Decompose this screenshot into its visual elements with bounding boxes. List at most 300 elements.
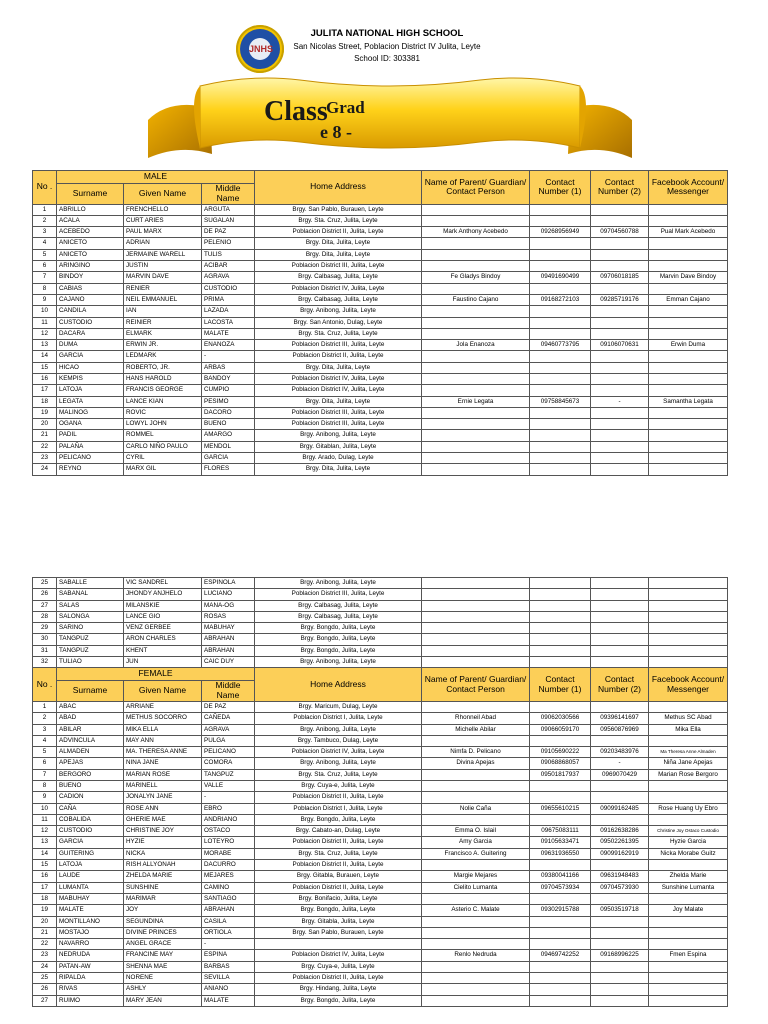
student-given-name: LANCE KIAN bbox=[124, 396, 202, 407]
contact-number-2 bbox=[591, 362, 649, 373]
student-middle-name: PELICANO bbox=[202, 747, 255, 758]
student-given-name: VENZ GERBEE bbox=[124, 623, 202, 634]
student-number: 24 bbox=[33, 464, 57, 475]
table-row bbox=[33, 780, 728, 791]
contact-number-1 bbox=[530, 419, 591, 430]
contact-number-1 bbox=[530, 578, 591, 589]
student-home-address: Poblacion District IV, Julita, Leyte bbox=[255, 950, 422, 961]
contact-number-1: 09491690499 bbox=[530, 272, 591, 283]
contact-number-1 bbox=[530, 306, 591, 317]
student-home-address: Poblacion District III, Julita, Leyte bbox=[255, 407, 422, 418]
student-surname: SABANAL bbox=[57, 589, 124, 600]
student-home-address: Brgy. Bongdo, Julita, Leyte bbox=[255, 623, 422, 634]
facebook-account bbox=[649, 984, 728, 995]
table-row bbox=[33, 430, 728, 441]
table-row bbox=[33, 340, 728, 351]
student-home-address: Poblacion District III, Julita, Leyte bbox=[255, 419, 422, 430]
student-home-address: Poblacion District II, Julita, Leyte bbox=[255, 792, 422, 803]
student-surname: PATAN-AW bbox=[57, 961, 124, 972]
student-middle-name: - bbox=[202, 351, 255, 362]
contact-number-1 bbox=[530, 645, 591, 656]
student-home-address: Brgy. Tambuco, Dulag, Leyte bbox=[255, 735, 422, 746]
table-row bbox=[33, 848, 728, 859]
student-surname: ABRILLO bbox=[57, 204, 124, 215]
table-row bbox=[33, 871, 728, 882]
student-middle-name: PELENIO bbox=[202, 238, 255, 249]
contact-number-2 bbox=[591, 328, 649, 339]
student-number: 9 bbox=[33, 294, 57, 305]
student-number: 23 bbox=[33, 950, 57, 961]
facebook-account bbox=[649, 735, 728, 746]
header-given-name: Given Name bbox=[124, 184, 202, 205]
facebook-account bbox=[649, 464, 728, 475]
facebook-account bbox=[649, 792, 728, 803]
student-number: 5 bbox=[33, 747, 57, 758]
parent-name: Ernie Legata bbox=[422, 396, 530, 407]
student-given-name: MARIAN ROSE bbox=[124, 769, 202, 780]
student-surname: CADION bbox=[57, 792, 124, 803]
student-middle-name: ARGUTA bbox=[202, 204, 255, 215]
student-surname: CANDILA bbox=[57, 306, 124, 317]
parent-name bbox=[422, 407, 530, 418]
student-surname: NAVARRO bbox=[57, 939, 124, 950]
student-home-address: Brgy. Dita, Julita, Leyte bbox=[255, 464, 422, 475]
student-given-name: HYZIE bbox=[124, 837, 202, 848]
contact-number-2: 09168996225 bbox=[591, 950, 649, 961]
banner-class-text: Class bbox=[264, 96, 328, 127]
student-given-name: SEGUNDINA bbox=[124, 916, 202, 927]
table-row bbox=[33, 860, 728, 871]
parent-name bbox=[422, 860, 530, 871]
student-middle-name: BARBAS bbox=[202, 961, 255, 972]
contact-number-1 bbox=[530, 939, 591, 950]
header-home-address: Home Address bbox=[255, 171, 422, 205]
facebook-account bbox=[649, 939, 728, 950]
facebook-account bbox=[649, 657, 728, 668]
table-row bbox=[33, 441, 728, 452]
student-number: 19 bbox=[33, 905, 57, 916]
student-home-address: Poblacion District IV, Julita, Leyte bbox=[255, 747, 422, 758]
parent-name: Emma O. Islail bbox=[422, 826, 530, 837]
student-surname: ANICETO bbox=[57, 249, 124, 260]
student-middle-name: ABRAHAN bbox=[202, 634, 255, 645]
student-home-address: Brgy. Calbasag, Julita, Leyte bbox=[255, 600, 422, 611]
facebook-account: Zhelda Marie bbox=[649, 871, 728, 882]
student-given-name: REINIER bbox=[124, 317, 202, 328]
table-row bbox=[33, 769, 728, 780]
student-surname: CUSTODIO bbox=[57, 826, 124, 837]
student-given-name: ARRIANE bbox=[124, 701, 202, 712]
student-home-address: Brgy. Bongdo, Julita, Leyte bbox=[255, 995, 422, 1006]
contact-number-2 bbox=[591, 792, 649, 803]
parent-name: Francisco A. Guitering bbox=[422, 848, 530, 859]
student-middle-name: AMARGO bbox=[202, 430, 255, 441]
facebook-account bbox=[649, 430, 728, 441]
contact-number-1 bbox=[530, 453, 591, 464]
student-home-address: Brgy. Gitabla, Burauen, Leyte bbox=[255, 871, 422, 882]
student-middle-name: VALLE bbox=[202, 780, 255, 791]
student-given-name: ROSE ANN bbox=[124, 803, 202, 814]
student-given-name: CYRIL bbox=[124, 453, 202, 464]
student-number: 20 bbox=[33, 916, 57, 927]
header-surname: Surname bbox=[57, 184, 124, 205]
student-number: 6 bbox=[33, 758, 57, 769]
student-home-address: Poblacion District II, Julita, Leyte bbox=[255, 837, 422, 848]
student-given-name: VIC SANDREL bbox=[124, 578, 202, 589]
contact-number-2: 09704560788 bbox=[591, 227, 649, 238]
student-middle-name: MABUHAY bbox=[202, 623, 255, 634]
parent-name bbox=[422, 589, 530, 600]
student-surname: MALATE bbox=[57, 905, 124, 916]
student-surname: TANGPUZ bbox=[57, 645, 124, 656]
student-given-name: SUNSHINE bbox=[124, 882, 202, 893]
student-middle-name: ABRAHAN bbox=[202, 905, 255, 916]
banner-grad-text: Grad bbox=[326, 98, 365, 117]
student-middle-name: BANDOY bbox=[202, 373, 255, 384]
contact-number-1: 09062030566 bbox=[530, 713, 591, 724]
contact-number-2 bbox=[591, 701, 649, 712]
student-number: 8 bbox=[33, 780, 57, 791]
contact-number-1 bbox=[530, 249, 591, 260]
student-home-address: Poblacion District IV, Julita, Leyte bbox=[255, 283, 422, 294]
parent-name bbox=[422, 995, 530, 1006]
parent-name bbox=[422, 317, 530, 328]
facebook-account bbox=[649, 995, 728, 1006]
table-row bbox=[33, 589, 728, 600]
student-home-address: Brgy. Maricum, Dulag, Leyte bbox=[255, 701, 422, 712]
student-given-name: MIKA ELLA bbox=[124, 724, 202, 735]
table-row bbox=[33, 837, 728, 848]
student-home-address: Brgy. Dita, Julita, Leyte bbox=[255, 362, 422, 373]
header-given-name: Given Name bbox=[124, 681, 202, 702]
header-parent: Name of Parent/ Guardian/ Contact Person bbox=[422, 668, 530, 702]
contact-number-2 bbox=[591, 407, 649, 418]
student-home-address: Brgy. Bongdo, Julita, Leyte bbox=[255, 905, 422, 916]
student-home-address: Brgy. Sta. Cruz, Julita, Leyte bbox=[255, 328, 422, 339]
student-middle-name: LUCIANO bbox=[202, 589, 255, 600]
contact-number-2: 09631948483 bbox=[591, 871, 649, 882]
contact-number-1: 09068868057 bbox=[530, 758, 591, 769]
table-row bbox=[33, 328, 728, 339]
student-home-address: Brgy. Anibong, Julita, Leyte bbox=[255, 758, 422, 769]
student-home-address: Brgy. Bongdo, Julita, Leyte bbox=[255, 814, 422, 825]
contact-number-1: 09631936550 bbox=[530, 848, 591, 859]
student-given-name: JHONDY ANJHELO bbox=[124, 589, 202, 600]
header-surname: Surname bbox=[57, 681, 124, 702]
table-row bbox=[33, 249, 728, 260]
student-given-name: MARVIN DAVE bbox=[124, 272, 202, 283]
parent-name bbox=[422, 362, 530, 373]
parent-name bbox=[422, 283, 530, 294]
parent-name: Jola Enanoza bbox=[422, 340, 530, 351]
contact-number-1 bbox=[530, 283, 591, 294]
facebook-account bbox=[649, 453, 728, 464]
table-row bbox=[33, 984, 728, 995]
contact-number-2 bbox=[591, 317, 649, 328]
parent-name: Margie Mejares bbox=[422, 871, 530, 882]
parent-name: Asterio C. Malate bbox=[422, 905, 530, 916]
student-given-name: GHERIE MAE bbox=[124, 814, 202, 825]
contact-number-1 bbox=[530, 261, 591, 272]
contact-number-1: 09655610215 bbox=[530, 803, 591, 814]
student-number: 9 bbox=[33, 792, 57, 803]
contact-number-1: 09469742252 bbox=[530, 950, 591, 961]
contact-number-2 bbox=[591, 249, 649, 260]
parent-name: Divina Apejas bbox=[422, 758, 530, 769]
student-home-address: Brgy. Bongdo, Julita, Leyte bbox=[255, 634, 422, 645]
contact-number-1: 09460773795 bbox=[530, 340, 591, 351]
student-middle-name: MALATE bbox=[202, 328, 255, 339]
student-given-name: JERMAINE WARELL bbox=[124, 249, 202, 260]
contact-number-2: 09560876969 bbox=[591, 724, 649, 735]
student-given-name: MAY ANN bbox=[124, 735, 202, 746]
student-number: 4 bbox=[33, 238, 57, 249]
contact-number-1 bbox=[530, 464, 591, 475]
student-number: 14 bbox=[33, 351, 57, 362]
parent-name: Amy Garcia bbox=[422, 837, 530, 848]
parent-name bbox=[422, 611, 530, 622]
student-surname: RUIMO bbox=[57, 995, 124, 1006]
facebook-account bbox=[649, 385, 728, 396]
parent-name bbox=[422, 385, 530, 396]
student-home-address: Brgy. Sta. Cruz, Julita, Leyte bbox=[255, 848, 422, 859]
header-contact-2: Contact Number (2) bbox=[591, 668, 649, 702]
table-row bbox=[33, 882, 728, 893]
parent-name bbox=[422, 623, 530, 634]
contact-number-2 bbox=[591, 735, 649, 746]
contact-number-2 bbox=[591, 927, 649, 938]
student-home-address: Brgy. Anibong, Julita, Leyte bbox=[255, 657, 422, 668]
parent-name: Faustino Cajano bbox=[422, 294, 530, 305]
student-surname: SALAS bbox=[57, 600, 124, 611]
parent-name: Rhonneil Abad bbox=[422, 713, 530, 724]
student-given-name: HANS HAROLD bbox=[124, 373, 202, 384]
contact-number-1 bbox=[530, 373, 591, 384]
table-row bbox=[33, 407, 728, 418]
facebook-account bbox=[649, 623, 728, 634]
student-home-address: Brgy. Gitabla, Julita, Leyte bbox=[255, 916, 422, 927]
contact-number-1: 09501817937 bbox=[530, 769, 591, 780]
facebook-account bbox=[649, 317, 728, 328]
facebook-account: Samantha Legata bbox=[649, 396, 728, 407]
table-row bbox=[33, 204, 728, 215]
contact-number-2: - bbox=[591, 396, 649, 407]
parent-name bbox=[422, 373, 530, 384]
student-home-address: Poblacion District IV, Julita, Leyte bbox=[255, 373, 422, 384]
contact-number-2 bbox=[591, 623, 649, 634]
student-number: 5 bbox=[33, 249, 57, 260]
student-number: 8 bbox=[33, 283, 57, 294]
table-row bbox=[33, 792, 728, 803]
parent-name bbox=[422, 735, 530, 746]
table-row bbox=[33, 916, 728, 927]
parent-name bbox=[422, 204, 530, 215]
parent-name bbox=[422, 261, 530, 272]
parent-name bbox=[422, 657, 530, 668]
contact-number-1 bbox=[530, 860, 591, 871]
female-table-header bbox=[33, 668, 728, 702]
student-number: 16 bbox=[33, 373, 57, 384]
student-middle-name: - bbox=[202, 939, 255, 950]
student-home-address: Brgy. Gitablan, Julita, Leyte bbox=[255, 441, 422, 452]
student-number: 2 bbox=[33, 713, 57, 724]
contact-number-1 bbox=[530, 623, 591, 634]
facebook-account bbox=[649, 645, 728, 656]
parent-name bbox=[422, 780, 530, 791]
student-given-name: ROMMEL bbox=[124, 430, 202, 441]
facebook-account bbox=[649, 441, 728, 452]
student-surname: PELICANO bbox=[57, 453, 124, 464]
continued-roster-table bbox=[32, 577, 728, 1007]
male-rows-part-1 bbox=[33, 204, 728, 475]
student-middle-name: DE PAZ bbox=[202, 227, 255, 238]
student-home-address: Brgy. San Pablo, Burauen, Leyte bbox=[255, 204, 422, 215]
contact-number-2 bbox=[591, 283, 649, 294]
facebook-account: Erwin Duma bbox=[649, 340, 728, 351]
male-table-header bbox=[33, 171, 728, 205]
table-row bbox=[33, 713, 728, 724]
contact-number-2 bbox=[591, 430, 649, 441]
facebook-account: Marian Rose Bergoro bbox=[649, 769, 728, 780]
student-middle-name: ANDRIANO bbox=[202, 814, 255, 825]
student-surname: KEMPIS bbox=[57, 373, 124, 384]
student-home-address: Brgy. Cuya-e, Julita, Leyte bbox=[255, 780, 422, 791]
parent-name bbox=[422, 351, 530, 362]
student-surname: PALAÑA bbox=[57, 441, 124, 452]
student-number: 20 bbox=[33, 419, 57, 430]
parent-name bbox=[422, 578, 530, 589]
contact-number-2: 09503519718 bbox=[591, 905, 649, 916]
student-number: 7 bbox=[33, 769, 57, 780]
contact-number-2 bbox=[591, 611, 649, 622]
student-given-name: MARX GIL bbox=[124, 464, 202, 475]
contact-number-2 bbox=[591, 373, 649, 384]
student-surname: ABAD bbox=[57, 713, 124, 724]
gold-ribbon-banner bbox=[140, 68, 640, 166]
student-surname: ADVINCULA bbox=[57, 735, 124, 746]
student-home-address: Poblacion District II, Julita, Leyte bbox=[255, 351, 422, 362]
facebook-account: Rose Huang Uy Ebro bbox=[649, 803, 728, 814]
student-home-address bbox=[255, 939, 422, 950]
table-row bbox=[33, 215, 728, 226]
student-home-address: Brgy. Cabato-an, Dulag, Leyte bbox=[255, 826, 422, 837]
contact-number-1 bbox=[530, 814, 591, 825]
contact-number-1: 09066059170 bbox=[530, 724, 591, 735]
student-number: 3 bbox=[33, 227, 57, 238]
student-middle-name: PRIMA bbox=[202, 294, 255, 305]
facebook-account bbox=[649, 780, 728, 791]
student-home-address: Poblacion District IV, Julita, Leyte bbox=[255, 385, 422, 396]
parent-name bbox=[422, 453, 530, 464]
student-surname: TANGPUZ bbox=[57, 634, 124, 645]
table-row bbox=[33, 758, 728, 769]
contact-number-2 bbox=[591, 961, 649, 972]
student-middle-name: ARBAS bbox=[202, 362, 255, 373]
table-row bbox=[33, 893, 728, 904]
student-middle-name: ENANOZA bbox=[202, 340, 255, 351]
student-surname: GARCIA bbox=[57, 837, 124, 848]
student-middle-name: CAÑEDA bbox=[202, 713, 255, 724]
table-row bbox=[33, 814, 728, 825]
contact-number-2 bbox=[591, 780, 649, 791]
student-middle-name: OSTACO bbox=[202, 826, 255, 837]
parent-name bbox=[422, 701, 530, 712]
student-surname: REYNO bbox=[57, 464, 124, 475]
table-row bbox=[33, 294, 728, 305]
contact-number-2: 09704573930 bbox=[591, 882, 649, 893]
student-middle-name: CUMPIO bbox=[202, 385, 255, 396]
parent-name bbox=[422, 430, 530, 441]
student-home-address: Brgy. Sta. Cruz, Julita, Leyte bbox=[255, 769, 422, 780]
student-given-name: NEIL EMMANUEL bbox=[124, 294, 202, 305]
facebook-account: Mika Ella bbox=[649, 724, 728, 735]
student-given-name: MARINELL bbox=[124, 780, 202, 791]
contact-number-1 bbox=[530, 600, 591, 611]
student-given-name: JUSTIN bbox=[124, 261, 202, 272]
student-given-name: FRANCIS GEORGE bbox=[124, 385, 202, 396]
contact-number-1 bbox=[530, 611, 591, 622]
student-given-name: JUN bbox=[124, 657, 202, 668]
student-given-name: FRANCINE MAY bbox=[124, 950, 202, 961]
contact-number-2 bbox=[591, 215, 649, 226]
school-name: JULITA NATIONAL HIGH SCHOOL bbox=[310, 28, 464, 39]
facebook-account bbox=[649, 578, 728, 589]
contact-number-2: 09099162485 bbox=[591, 803, 649, 814]
contact-number-2 bbox=[591, 385, 649, 396]
contact-number-2 bbox=[591, 464, 649, 475]
contact-number-1: 09704573934 bbox=[530, 882, 591, 893]
parent-name bbox=[422, 249, 530, 260]
student-middle-name: DACURRO bbox=[202, 860, 255, 871]
student-given-name: NINA JANE bbox=[124, 758, 202, 769]
contact-number-2: 09099162919 bbox=[591, 848, 649, 859]
header-facebook: Facebook Account/ Messenger bbox=[649, 171, 728, 205]
student-number: 1 bbox=[33, 701, 57, 712]
student-number: 23 bbox=[33, 453, 57, 464]
student-home-address: Brgy. Calbasag, Julita, Leyte bbox=[255, 611, 422, 622]
student-surname: SALONGA bbox=[57, 611, 124, 622]
parent-name bbox=[422, 893, 530, 904]
header-parent: Name of Parent/ Guardian/ Contact Person bbox=[422, 171, 530, 205]
student-number: 15 bbox=[33, 362, 57, 373]
student-surname: MABUHAY bbox=[57, 893, 124, 904]
student-number: 27 bbox=[33, 600, 57, 611]
parent-name bbox=[422, 645, 530, 656]
student-number: 22 bbox=[33, 441, 57, 452]
student-given-name: ADRIAN bbox=[124, 238, 202, 249]
student-surname: CAJANO bbox=[57, 294, 124, 305]
facebook-account bbox=[649, 249, 728, 260]
contact-number-1: 09268956949 bbox=[530, 227, 591, 238]
student-given-name: RISH ALLYONAH bbox=[124, 860, 202, 871]
contact-number-2 bbox=[591, 814, 649, 825]
contact-number-1 bbox=[530, 916, 591, 927]
student-number: 29 bbox=[33, 623, 57, 634]
parent-name bbox=[422, 792, 530, 803]
table-row bbox=[33, 227, 728, 238]
contact-number-1: 09105690222 bbox=[530, 747, 591, 758]
student-home-address: Brgy. San Antonio, Dulag, Leyte bbox=[255, 317, 422, 328]
table-row bbox=[33, 238, 728, 249]
table-row bbox=[33, 306, 728, 317]
student-number: 28 bbox=[33, 611, 57, 622]
student-number: 13 bbox=[33, 340, 57, 351]
student-surname: DACARA bbox=[57, 328, 124, 339]
contact-number-2 bbox=[591, 973, 649, 984]
student-surname: ABAC bbox=[57, 701, 124, 712]
contact-number-1 bbox=[530, 792, 591, 803]
table-row bbox=[33, 657, 728, 668]
